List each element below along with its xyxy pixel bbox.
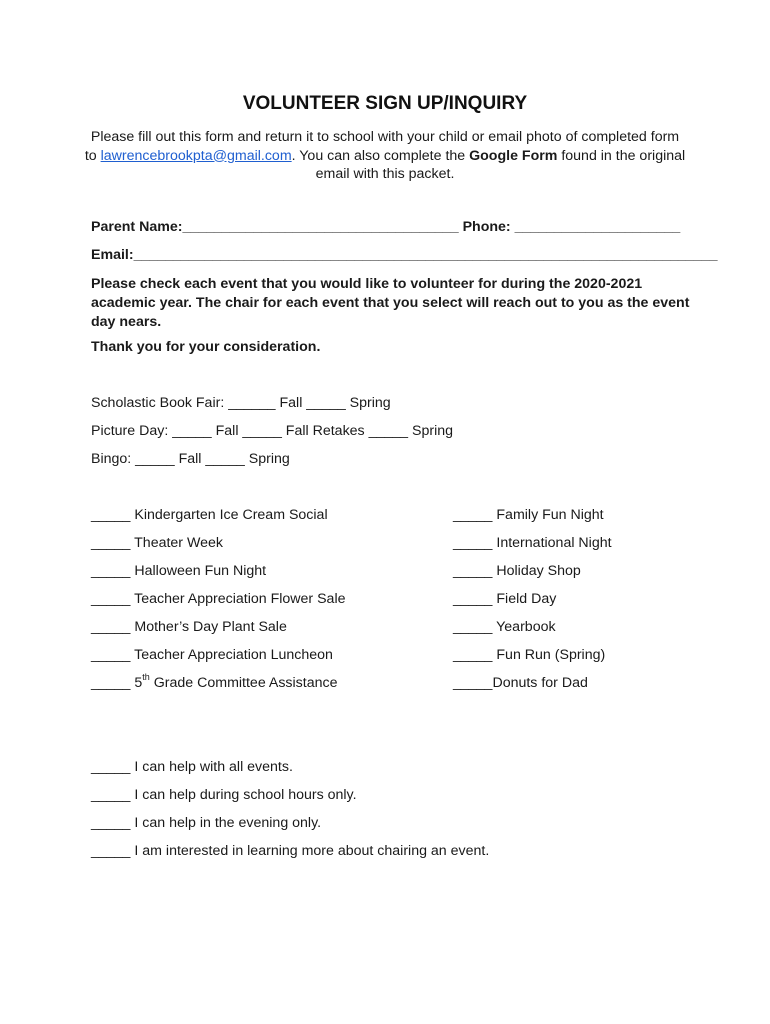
email-field[interactable]: Email:__________________________________________________________________________ xyxy=(91,247,718,263)
bingo-row[interactable]: Bingo: _____ Fall _____ Spring xyxy=(91,451,290,467)
availability-item[interactable]: _____ I am interested in learning more about chairing an event. xyxy=(91,843,490,859)
event-item-right[interactable]: _____ International Night xyxy=(453,535,612,551)
event-item-left[interactable]: _____ Teacher Appreciation Luncheon xyxy=(91,647,333,663)
event-item-right[interactable]: _____Donuts for Dad xyxy=(453,675,588,691)
event-item-right[interactable]: _____ Holiday Shop xyxy=(453,563,581,579)
availability-item[interactable]: _____ I can help with all events. xyxy=(91,759,293,775)
email-link[interactable]: lawrencebrookpta@gmail.com xyxy=(100,147,292,164)
intro-after-link: . You can also complete the xyxy=(291,147,470,164)
intro-line3: email with this packet. xyxy=(315,166,455,182)
picture-day-row[interactable]: Picture Day: _____ Fall _____ Fall Retakes _____ Spring xyxy=(91,423,453,439)
event-item-left[interactable]: _____ Theater Week xyxy=(91,535,223,551)
intro-line1: Please fill out this form and return it to school with your child or email photo of completed form xyxy=(90,129,680,145)
google-form-text: Google Form xyxy=(469,147,558,164)
intro-paragraph xyxy=(70,128,700,184)
instructions-text: Please check each event that you would like to volunteer for during the 2020-2021 academic year. The chair for each event that you select will reach out to you as the event day nears. xyxy=(91,276,690,330)
availability-item[interactable]: _____ I can help during school hours only. xyxy=(91,787,357,803)
event-item-right[interactable]: _____ Fun Run (Spring) xyxy=(453,647,606,663)
event-item-left[interactable]: _____ Kindergarten Ice Cream Social xyxy=(91,507,328,523)
event-item-right[interactable]: _____ Field Day xyxy=(453,591,557,607)
event-item-grade-committee[interactable] xyxy=(91,672,338,691)
grade-prefix: _____ 5 xyxy=(91,675,143,691)
availability-item[interactable]: _____ I can help in the evening only. xyxy=(91,815,322,831)
thanks-text: Thank you for your consideration. xyxy=(91,339,321,355)
intro-after-google: found in the original xyxy=(557,147,686,164)
event-item-left[interactable]: _____ Halloween Fun Night xyxy=(91,563,267,579)
form-title: VOLUNTEER SIGN UP/INQUIRY xyxy=(242,93,528,114)
event-item-right[interactable]: _____ Family Fun Night xyxy=(453,507,604,523)
book-fair-row[interactable]: Scholastic Book Fair: ______ Fall _____ Spring xyxy=(91,395,391,411)
grade-sup: th xyxy=(142,672,150,683)
intro-to: to xyxy=(84,147,101,164)
event-item-left[interactable]: _____ Teacher Appreciation Flower Sale xyxy=(91,591,346,607)
event-item-right[interactable]: _____ Yearbook xyxy=(453,619,556,635)
grade-suffix: Grade Committee Assistance xyxy=(149,675,338,691)
parent-name-phone-field[interactable]: Parent Name:___________________________________ Phone: _____________________ xyxy=(91,219,681,235)
event-item-left[interactable]: _____ Mother’s Day Plant Sale xyxy=(91,619,287,635)
